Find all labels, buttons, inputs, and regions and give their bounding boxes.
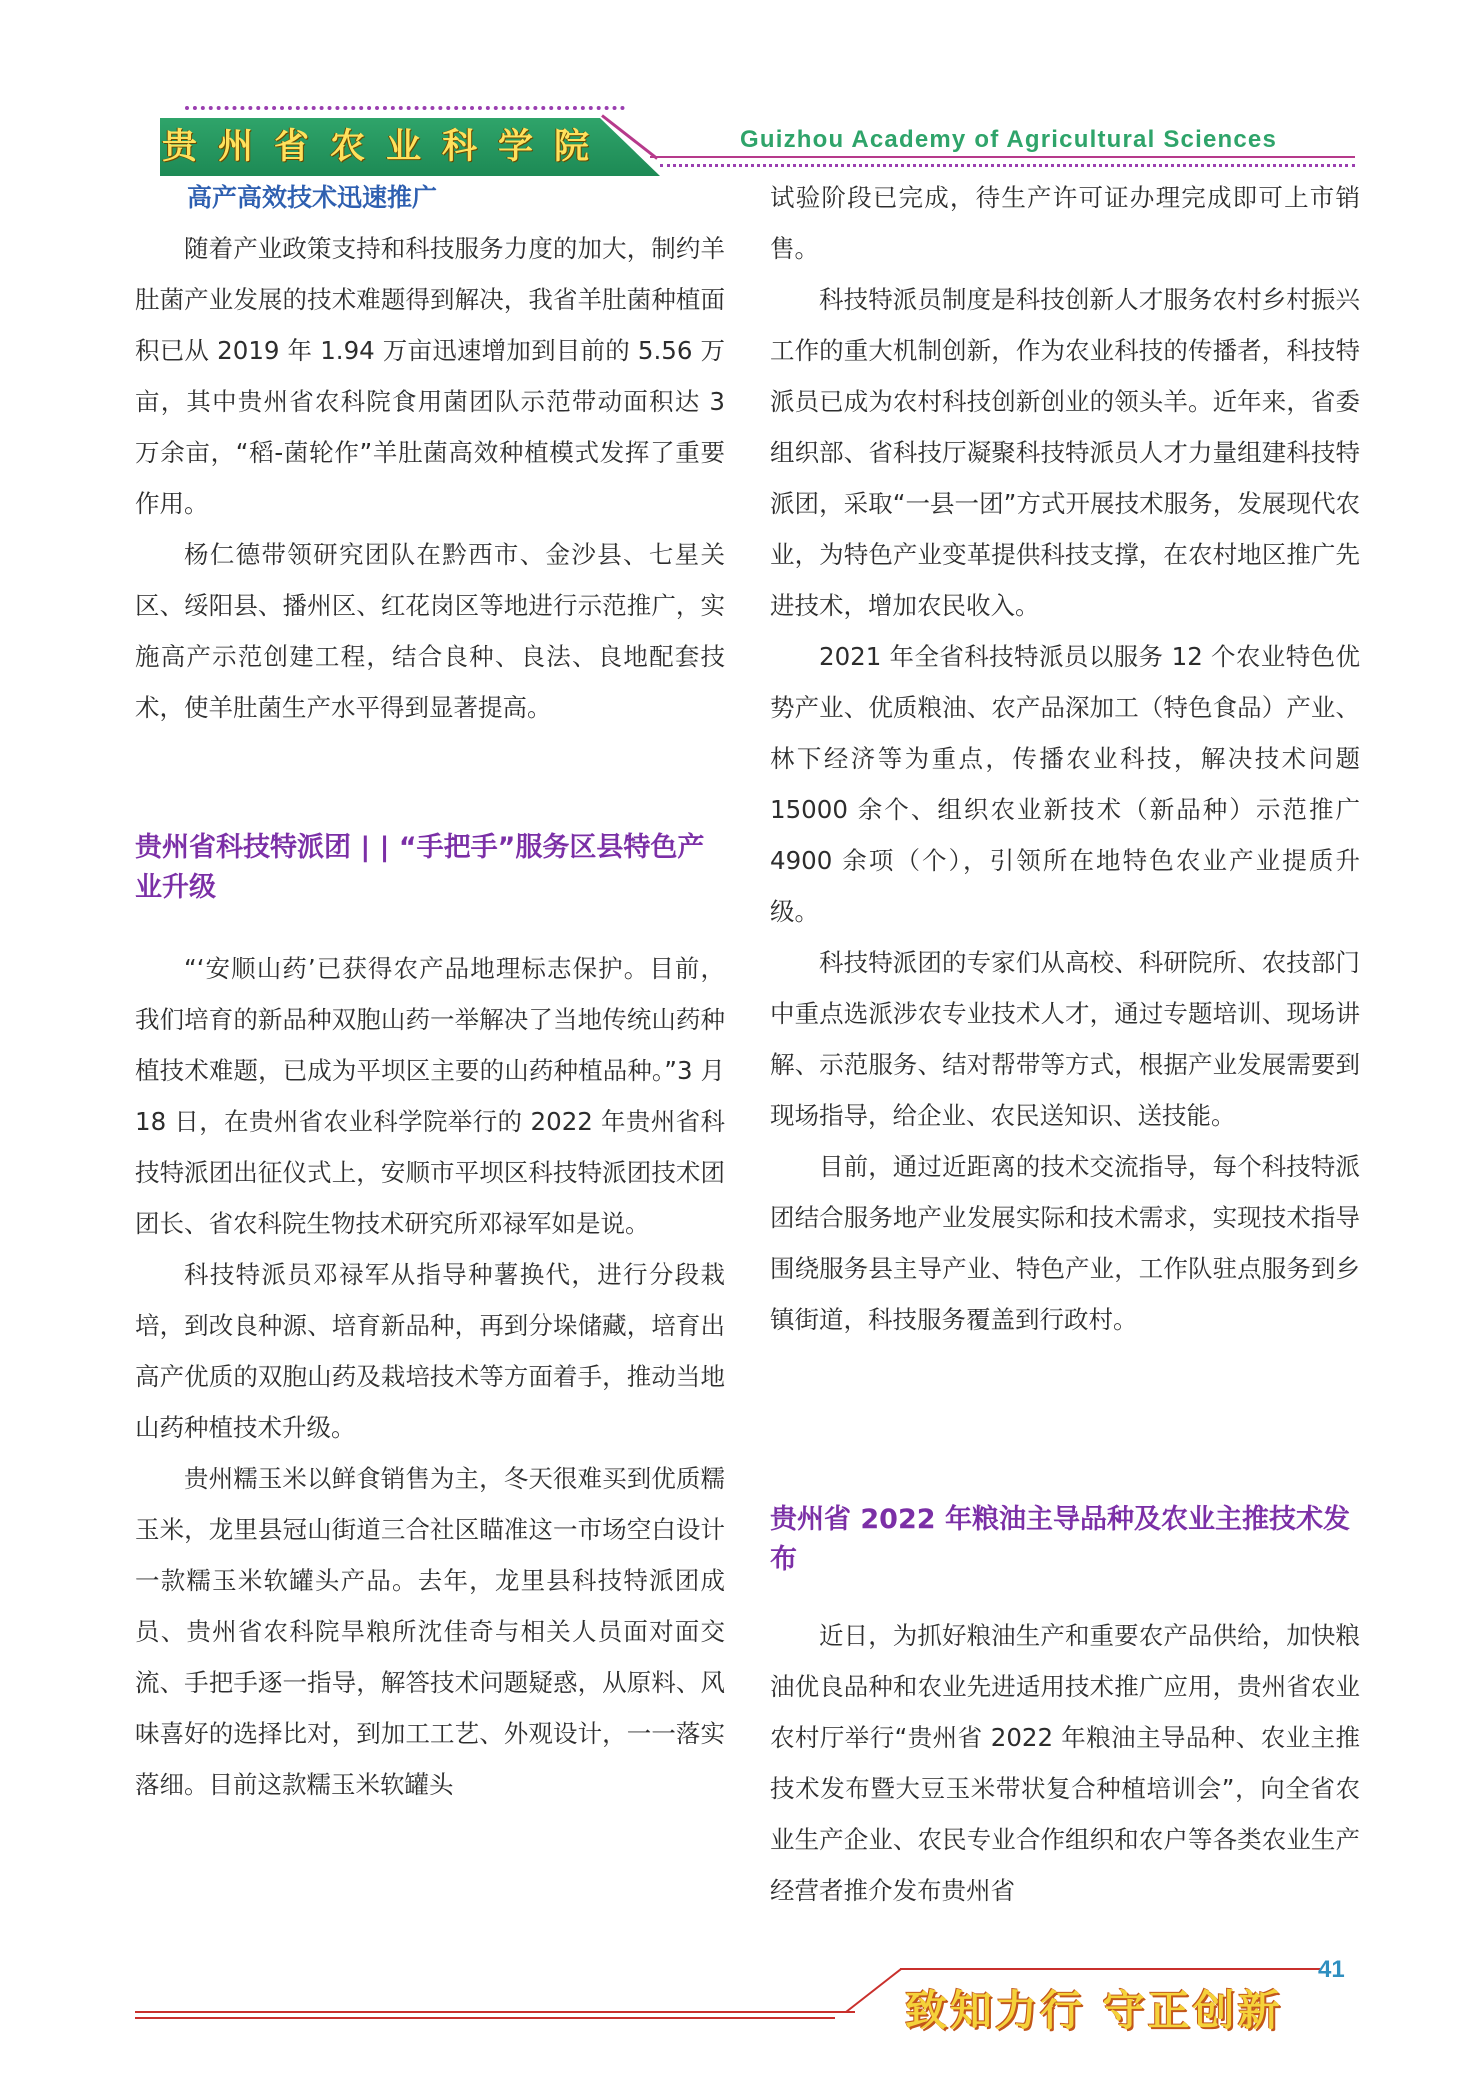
paragraph: 随着产业政策支持和科技服务力度的加大，制约羊肚菌产业发展的技术难题得到解决，我省羊肚菌种植面积已从 2019 年 1.94 万亩迅速增加到目前的 5.56 万亩，其中贵州省农科院食用菌团队示范带动面积达 3 万余亩，“稻-菌轮作”羊肚菌高效种植模式发挥了重要作用。 <box>135 234 725 518</box>
footer-rule <box>135 2011 855 2013</box>
footer-slogan: 致知力行 守正创新 <box>905 1986 1283 2035</box>
footer-diagonal <box>845 1968 901 2013</box>
paragraph: 科技特派员制度是科技创新人才服务农村乡村振兴工作的重大机制创新，作为农业科技的传播者，科技特派员已成为农村科技创新创业的领头羊。近年来，省委组织部、省科技厅凝聚科技特派员人才力量组建科技特派团，采取“一县一团”方式开展技术服务，发展现代农业，为特色产业变革提供科技支撑，在农村地区推广先进技术，增加农民收入。 <box>770 285 1360 620</box>
paragraph: 试验阶段已完成，待生产许可证办理完成即可上市销售。 <box>770 183 1360 263</box>
right-column <box>770 172 1360 1345</box>
paragraph: “‘安顺山药’已获得农产品地理标志保护。目前，我们培育的新品种双胞山药一举解决了当地传统山药种植技术难题，已成为平坝区主要的山药种植品种。”3 月 18 日，在贵州省农业科学院举行的 2022 年贵州省科技特派团出征仪式上，安顺市平坝区科技特派团技术团团长、省农科院生物技术研究所邓禄军如是说。 <box>135 954 725 1238</box>
paragraph: 2021 年全省科技特派员以服务 12 个农业特色优势产业、优质粮油、农产品深加工（特色食品）产业、林下经济等为重点，传播农业科技，解决技术问题 15000 余个、组织农业新技术（新品种）示范推广 4900 余项（个），引领所在地特色农业产业提质升级。 <box>770 642 1360 926</box>
left-section-body <box>135 943 725 1810</box>
paragraph: 贵州糯玉米以鲜食销售为主，冬天很难买到优质糯玉米，龙里县冠山街道三合社区瞄准这一市场空白设计一款糯玉米软罐头产品。去年，龙里县科技特派团成员、贵州省农科院旱粮所沈佳奇与相关人员面对面交流、手把手逐一指导，解答技术问题疑惑，从原料、风味喜好的选择比对，到加工工艺、外观设计，一一落实落细。目前这款糯玉米软罐头 <box>135 1464 725 1799</box>
header-dotted-rule-lower <box>660 164 1355 167</box>
header-dotted-rule <box>185 106 625 110</box>
header-org-en: Guizhou Academy of Agricultural Sciences <box>740 126 1277 153</box>
section-title: 贵州省 2022 年粮油主导品种及农业主推技术发布 <box>770 1504 1350 1575</box>
paragraph: 杨仁德带领研究团队在黔西市、金沙县、七星关区、绥阳县、播州区、红花岗区等地进行示范推广，实施高产示范创建工程，结合良种、良法、良地配套技术，使羊肚菌生产水平得到显著提高。 <box>135 540 725 722</box>
left-section <box>135 828 725 908</box>
left-column <box>135 172 725 733</box>
footer-top-rule <box>900 1968 1320 1970</box>
paragraph: 近日，为抓好粮油生产和重要农产品供给，加快粮油优良品种和农业先进适用技术推广应用，贵州省农业农村厅举行“贵州省 2022 年粮油主导品种、农业主推技术发布暨大豆玉米带状复合种植培训会”，向全省农业生产企业、农民专业合作组织和农户等各类农业生产经营者推介发布贵州省 <box>770 1621 1360 1905</box>
paragraph: 科技特派员邓禄军从指导种薯换代，进行分段栽培，到改良种源、培育新品种，再到分垛储藏，培育出高产优质的双胞山药及栽培技术等方面着手，推动当地山药种植技术升级。 <box>135 1260 725 1442</box>
header-org-cn: 贵州省农业科学院 <box>162 126 611 167</box>
right-section <box>770 1500 1360 1580</box>
sub-heading: 高产高效技术迅速推广 <box>187 183 438 212</box>
section-title: 贵州省科技特派团 | | “手把手”服务区县特色产业升级 <box>135 832 705 903</box>
page-number: 41 <box>1318 1956 1345 1983</box>
right-section-body <box>770 1610 1360 1916</box>
paragraph: 科技特派团的专家们从高校、科研院所、农技部门中重点选派涉农专业技术人才，通过专题培训、现场讲解、示范服务、结对帮带等方式，根据产业发展需要到现场指导，给企业、农民送知识、送技能。 <box>770 948 1360 1130</box>
footer-rule-lower <box>135 2017 835 2019</box>
paragraph: 目前，通过近距离的技术交流指导，每个科技特派团结合服务地产业发展实际和技术需求，实现技术指导围绕服务县主导产业、特色产业，工作队驻点服务到乡镇街道，科技服务覆盖到行政村。 <box>770 1152 1360 1334</box>
header-rule <box>650 156 1355 158</box>
